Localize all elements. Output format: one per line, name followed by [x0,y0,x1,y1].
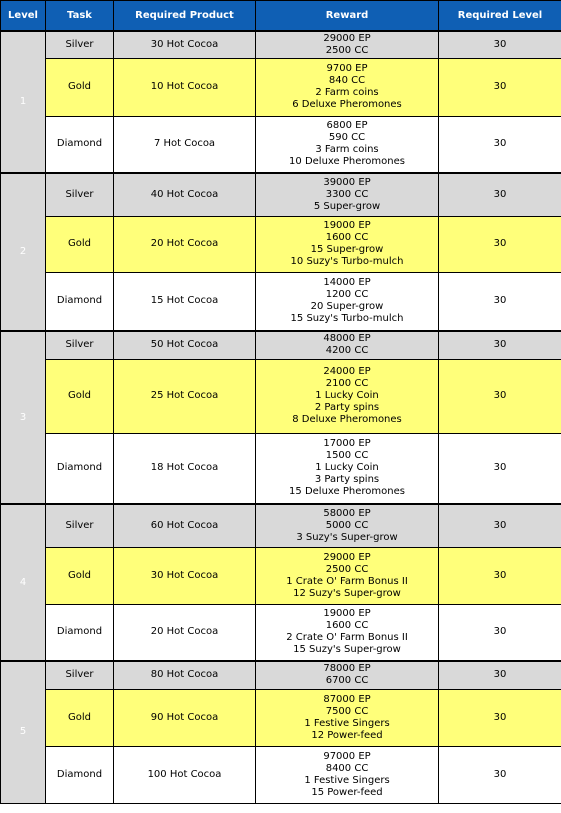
reward-line: 1600 CC [325,620,369,632]
header-reward: Reward [256,1,439,32]
reward-line: 1 Crate O' Farm Bonus II [286,575,408,587]
reward-line: 10 Suzy's Turbo-mulch [290,256,404,267]
task-cell: Silver [46,504,114,547]
required-level-cell: 30 [439,746,561,803]
reward-line: 6 Deluxe Pheromones [292,99,402,110]
task-cell: Silver [46,661,114,689]
task-cell: Diamond [46,746,114,803]
header-task: Task [46,1,114,32]
required-product-cell: 18 Hot Cocoa [114,433,256,504]
required-level-cell: 30 [439,433,561,504]
reward-line: 2100 CC [325,378,369,389]
task-cell: Silver [46,173,114,216]
reward-line: 2500 CC [325,563,369,575]
required-level-cell: 30 [439,359,561,433]
required-level-cell: 30 [439,661,561,689]
required-level-cell: 30 [439,504,561,547]
reward-cell [256,116,439,173]
reward-cell [256,661,439,689]
required-level-cell: 30 [439,689,561,746]
task-cell: Gold [46,58,114,116]
reward-line: 29000 EP [323,32,371,44]
table-row [1,661,561,689]
required-product-cell: 20 Hot Cocoa [114,604,256,661]
reward-line: 6800 EP [326,120,368,132]
required-level-cell: 30 [439,58,561,116]
reward-line: 3300 CC [325,188,369,200]
reward-line: 39000 EP [323,176,371,188]
reward-line: 4200 CC [325,345,369,357]
required-level-cell: 30 [439,116,561,173]
header-required-level: Required Level [439,1,561,32]
reward-line: 15 Deluxe Pheromones [289,486,405,498]
reward-cell [256,689,439,746]
required-product-cell: 20 Hot Cocoa [114,216,256,272]
reward-line: 2 Party spins [314,402,380,413]
reward-line: 1200 CC [325,289,369,301]
reward-line: 10 Deluxe Pheromones [289,156,405,168]
table-row [1,689,561,746]
required-product-cell: 30 Hot Cocoa [114,547,256,604]
required-product-cell: 90 Hot Cocoa [114,689,256,746]
required-product-cell: 80 Hot Cocoa [114,661,256,689]
table-row [1,331,561,359]
required-product-cell: 60 Hot Cocoa [114,504,256,547]
reward-cell [256,604,439,661]
reward-line: 12 Power-feed [311,729,383,741]
reward-line: 15 Power-feed [311,786,383,798]
reward-line: 15 Suzy's Turbo-mulch [290,313,404,325]
reward-line: 7500 CC [325,705,369,717]
reward-line: 20 Super-grow [310,301,384,313]
reward-line: 1 Lucky Coin [315,462,379,474]
reward-line: 97000 EP [323,750,371,762]
reward-line: 2 Farm coins [315,87,379,98]
reward-line: 12 Suzy's Super-grow [293,587,401,599]
reward-line: 19000 EP [323,220,371,231]
reward-cell [256,272,439,331]
reward-cell [256,58,439,116]
table-row [1,504,561,547]
reward-line: 2500 CC [325,44,369,56]
task-cell: Diamond [46,116,114,173]
reward-line: 8400 CC [325,762,369,774]
reward-line: 5000 CC [325,519,369,531]
reward-cell [256,359,439,433]
reward-line: 2 Crate O' Farm Bonus II [286,632,408,644]
table-row [1,547,561,604]
reward-line: 24000 EP [323,366,371,377]
table-row [1,272,561,331]
reward-line: 1 Lucky Coin [315,390,379,401]
reward-line: 78000 EP [323,663,371,675]
required-level-cell: 30 [439,272,561,331]
required-product-cell: 15 Hot Cocoa [114,272,256,331]
reward-line: 6700 CC [325,675,369,687]
reward-cell [256,433,439,504]
required-product-cell: 30 Hot Cocoa [114,31,256,58]
level-cell: 3 [1,331,46,504]
reward-line: 1 Festive Singers [304,717,390,729]
reward-line: 3 Party spins [314,474,380,486]
reward-cell [256,504,439,547]
reward-line: 1500 CC [325,450,369,462]
required-level-cell: 30 [439,173,561,216]
required-level-cell: 30 [439,31,561,58]
table-row [1,216,561,272]
task-cell: Silver [46,31,114,58]
reward-line: 19000 EP [323,608,371,620]
reward-cell [256,31,439,58]
table-row [1,433,561,504]
header-level: Level [1,1,46,32]
reward-cell [256,547,439,604]
table-row [1,746,561,803]
level-cell: 1 [1,31,46,173]
task-cell: Diamond [46,433,114,504]
reward-line: 48000 EP [323,333,371,345]
reward-line: 9700 EP [326,63,368,74]
reward-line: 590 CC [328,132,366,144]
reward-line: 1 Festive Singers [304,774,390,786]
reward-line: 15 Super-grow [310,244,384,255]
required-level-cell: 30 [439,216,561,272]
reward-line: 58000 EP [323,507,371,519]
required-product-cell: 7 Hot Cocoa [114,116,256,173]
reward-line: 29000 EP [323,551,371,563]
required-product-cell: 25 Hot Cocoa [114,359,256,433]
reward-cell [256,216,439,272]
reward-line: 14000 EP [323,277,371,289]
task-cell: Gold [46,359,114,433]
reward-line: 3 Suzy's Super-grow [296,531,398,543]
reward-line: 5 Super-grow [313,200,381,212]
level-cell: 4 [1,504,46,661]
required-product-cell: 100 Hot Cocoa [114,746,256,803]
header-required-product: Required Product [114,1,256,32]
table-body [1,31,561,803]
task-cell: Silver [46,331,114,359]
reward-line: 15 Suzy's Super-grow [293,644,401,656]
reward-line: 8 Deluxe Pheromones [292,414,402,425]
task-cell: Gold [46,689,114,746]
table-row [1,359,561,433]
reward-line: 1600 CC [325,232,369,243]
task-cell: Diamond [46,604,114,661]
required-level-cell: 30 [439,547,561,604]
reward-line: 840 CC [328,75,366,86]
reward-cell [256,746,439,803]
required-product-cell: 50 Hot Cocoa [114,331,256,359]
level-cell: 5 [1,661,46,803]
table-row [1,31,561,58]
reward-line: 3 Farm coins [315,144,379,156]
table-row [1,58,561,116]
level-cell: 2 [1,173,46,331]
reward-cell [256,173,439,216]
task-cell: Gold [46,216,114,272]
required-level-cell: 30 [439,331,561,359]
header-row [1,1,561,32]
required-product-cell: 10 Hot Cocoa [114,58,256,116]
table-row [1,173,561,216]
reward-line: 17000 EP [323,438,371,450]
table-row [1,604,561,661]
reward-cell [256,331,439,359]
table-row [1,116,561,173]
required-product-cell: 40 Hot Cocoa [114,173,256,216]
task-cell: Diamond [46,272,114,331]
task-cell: Gold [46,547,114,604]
required-level-cell: 30 [439,604,561,661]
reward-line: 87000 EP [323,693,371,705]
